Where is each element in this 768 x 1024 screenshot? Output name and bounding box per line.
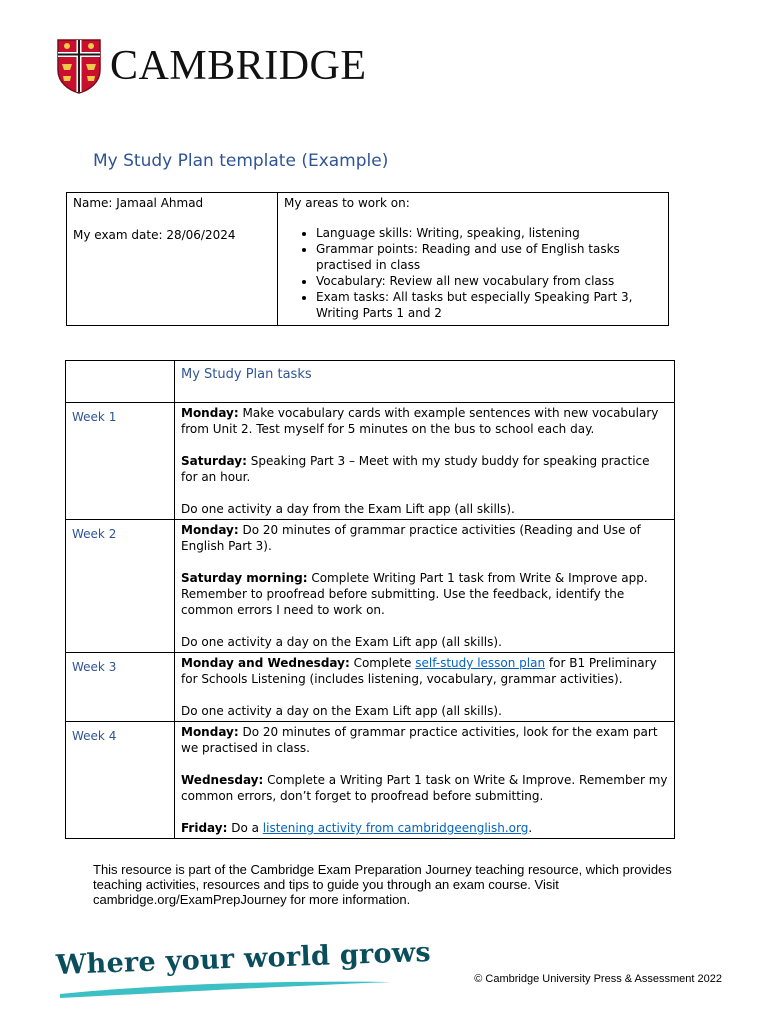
page-title: My Study Plan template (Example) bbox=[93, 151, 389, 171]
areas-heading: My areas to work on: bbox=[284, 196, 410, 210]
areas-cell bbox=[278, 193, 669, 326]
student-info-table bbox=[66, 192, 669, 326]
student-name: Name: Jamaal Ahmad bbox=[73, 196, 204, 210]
tagline: Where your world grows bbox=[55, 936, 432, 981]
day-label: Monday: bbox=[181, 406, 239, 420]
day-label: Monday: bbox=[181, 523, 239, 537]
cambridge-wordmark: CAMBRIDGE bbox=[110, 43, 367, 89]
task-text: Complete bbox=[349, 656, 416, 670]
listening-activity-link[interactable]: listening activity from cambridgeenglish.org bbox=[262, 821, 529, 835]
tasks-header-cell bbox=[175, 361, 675, 403]
task-text: Complete a Writing Part 1 task on Write & Improve. Remember my common errors, don’t forget to proofread before submitting. bbox=[181, 773, 668, 803]
task-text: Do 20 minutes of grammar practice activities, look for the exam part we practised in class. bbox=[181, 725, 658, 755]
cambridge-logo bbox=[56, 38, 367, 94]
student-info-cell bbox=[67, 193, 278, 326]
resource-note: This resource is part of the Cambridge Exam Preparation Journey teaching resource, which provides teaching activities, resources and tips to guide you through an exam course. Visit cambridge.org/ExamPrepJourney for more information. bbox=[93, 862, 672, 907]
day-label: Monday and Wednesday: bbox=[181, 656, 350, 670]
task-text: Do one activity a day from the Exam Lift app (all skills). bbox=[181, 502, 515, 516]
exam-date: My exam date: 28/06/2024 bbox=[73, 228, 236, 242]
week-tasks bbox=[175, 403, 675, 520]
area-item: • Exam tasks: All tasks but especially Speaking Part 3, Writing Parts 1 and 2 bbox=[316, 289, 662, 321]
tasks-header: My Study Plan tasks bbox=[181, 367, 312, 382]
table-row bbox=[66, 403, 675, 520]
table-row bbox=[66, 653, 675, 722]
task-text: . bbox=[528, 821, 533, 835]
task-text: Do a bbox=[227, 821, 263, 835]
empty-header-cell bbox=[66, 361, 175, 403]
self-study-lesson-plan-link[interactable]: self-study lesson plan bbox=[415, 656, 546, 670]
day-label: Saturday: bbox=[181, 454, 247, 468]
day-label: Monday: bbox=[181, 725, 239, 739]
task-text: Do one activity a day on the Exam Lift app (all skills). bbox=[181, 704, 502, 718]
week-label: Week 3 bbox=[66, 653, 175, 722]
task-text: Complete Writing Part 1 task from Write & Improve app. Remember to proofread before submitting. Use the feedback, identify the common errors I need to work on. bbox=[181, 571, 648, 617]
area-item: • Grammar points: Reading and use of English tasks practised in class bbox=[316, 241, 662, 273]
day-label: Friday: bbox=[181, 821, 228, 835]
week-label: Week 2 bbox=[66, 520, 175, 653]
day-label: Wednesday: bbox=[181, 773, 264, 787]
areas-list bbox=[284, 225, 662, 321]
task-text: Do one activity a day on the Exam Lift app (all skills). bbox=[181, 635, 502, 649]
area-item: • Language skills: Writing, speaking, listening bbox=[316, 225, 662, 241]
tagline-swoosh-icon bbox=[60, 978, 395, 1000]
day-label: Saturday morning: bbox=[181, 571, 308, 585]
week-label: Week 4 bbox=[66, 722, 175, 839]
week-tasks bbox=[175, 520, 675, 653]
week-tasks bbox=[175, 653, 675, 722]
cambridge-shield-icon bbox=[56, 38, 102, 94]
task-text: Do 20 minutes of grammar practice activities (Reading and Use of English Part 3). bbox=[181, 523, 641, 553]
area-item: • Vocabulary: Review all new vocabulary from class bbox=[316, 273, 662, 289]
task-text: Make vocabulary cards with example sentences with new vocabulary from Unit 2. Test myself for 5 minutes on the bus to school each day. bbox=[181, 406, 659, 436]
table-row bbox=[66, 520, 675, 653]
task-text: for B1 Preliminary for Schools Listening (includes listening, vocabulary, grammar activities). bbox=[181, 656, 657, 686]
table-header-row bbox=[66, 361, 675, 403]
week-tasks bbox=[175, 722, 675, 839]
study-plan-tasks-table bbox=[65, 360, 675, 839]
copyright: © Cambridge University Press & Assessment 2022 bbox=[474, 973, 722, 985]
week-label: Week 1 bbox=[66, 403, 175, 520]
task-text: Speaking Part 3 – Meet with my study buddy for speaking practice for an hour. bbox=[181, 454, 650, 484]
table-row bbox=[66, 722, 675, 839]
